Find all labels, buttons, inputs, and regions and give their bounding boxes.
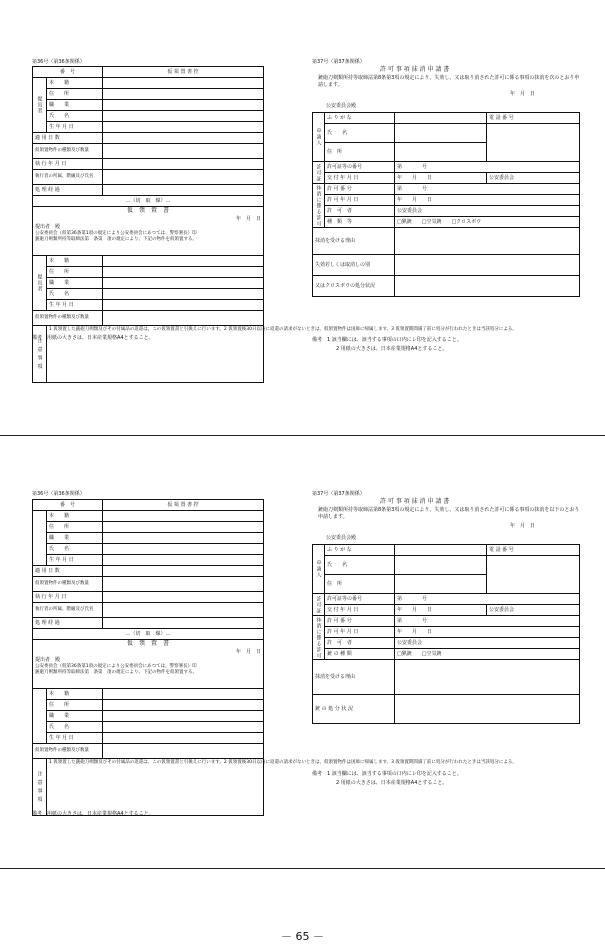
field-value[interactable] — [103, 144, 264, 159]
field-label: 本 籍 — [47, 256, 103, 267]
side-label: 提出者 — [33, 256, 47, 311]
field-label: 職 業 — [47, 711, 103, 722]
field-value[interactable] — [103, 159, 264, 170]
field-label: 電 話 番 号 — [487, 113, 580, 124]
form-footnote: 備考 用紙の大きさは、日本産業規格A4とすること。 — [32, 811, 154, 817]
field-value: 公安委員会 — [395, 638, 580, 649]
form-heading: 許 可 事 項 抹 消 申 請 書 — [380, 66, 450, 73]
phone-value[interactable] — [487, 124, 580, 162]
form-number: 第36号（第36条関係） — [32, 491, 85, 497]
field-label: 執行者の所属、階級及び氏名 — [33, 603, 103, 618]
field-value[interactable]: 第 号 — [395, 616, 580, 627]
field-label: 種 類 等 — [325, 217, 395, 228]
field-value[interactable] — [103, 700, 264, 711]
revoked-label: 抹消に係る許可 — [313, 184, 325, 228]
field-value[interactable]: 第 号 — [395, 184, 580, 195]
field-value: 公安委員会 — [487, 173, 580, 184]
field-value: 公安委員会 — [395, 206, 580, 217]
cut-line: …（切 取 線）… — [33, 629, 264, 640]
page-bottom-rule — [0, 868, 605, 869]
page-number: － 65 － — [281, 930, 324, 943]
field-value[interactable] — [395, 113, 487, 124]
field-label: 抹消を受ける理由 — [313, 228, 395, 255]
field-label: ふ り が な — [325, 545, 395, 556]
field-value[interactable] — [103, 300, 264, 311]
permit-label: 許可証 — [313, 162, 325, 184]
field-label: 氏 名 — [325, 556, 395, 575]
field-label: 職 業 — [47, 100, 103, 111]
field-value[interactable]: 年 月 日 — [395, 605, 487, 616]
field-value[interactable] — [103, 311, 264, 326]
field-label: 許 可 者 — [325, 206, 395, 217]
kind-checkboxes[interactable]: □猟銃 □空気銃 □クロスボウ — [395, 217, 580, 228]
slip-date: 年 月 日 — [235, 216, 261, 222]
form-date: 年 月 日 — [510, 91, 536, 97]
field-label: 本 籍 — [47, 511, 103, 522]
applicant-label: 申請人 — [313, 545, 325, 594]
slip-issuer: 公安委員会（仮第36条第1項の規定により公安委員会にあつては、警察署長）印 — [35, 664, 197, 669]
field-label: 適 用 日 数 — [33, 566, 103, 577]
field-value[interactable] — [103, 267, 264, 278]
field-value[interactable] — [103, 256, 264, 267]
field-value[interactable] — [103, 278, 264, 289]
form-addressee: 公安委員会殿 — [326, 103, 357, 109]
side-label — [33, 689, 47, 744]
form-number: 第37号（第37条関係） — [312, 59, 365, 65]
field-label: 執 行 年 月 日 — [33, 592, 103, 603]
field-label: 職 業 — [47, 278, 103, 289]
field-value[interactable] — [103, 544, 264, 555]
field-value[interactable]: 年 月 日 — [395, 195, 580, 206]
field-label: 氏 名 — [47, 544, 103, 555]
form-table — [312, 112, 580, 297]
field-label: 住 所 — [325, 143, 395, 162]
slip-submitter: 提出者 殿 — [35, 224, 61, 230]
field-label: 処 理 経 過 — [33, 618, 103, 629]
field-label: 生 年 月 日 — [47, 733, 103, 744]
notes-label: 注 意 事 項 — [33, 759, 47, 816]
field-value[interactable] — [395, 660, 580, 695]
field-label: 住 所 — [47, 89, 103, 100]
field-label: 本 籍 — [47, 78, 103, 89]
field-label: 許 可 年 月 日 — [325, 195, 395, 206]
field-label: 許可証等の番号 — [325, 162, 395, 173]
form-heading: 許 可 事 項 抹 消 申 請 書 — [380, 498, 450, 505]
field-label: 仮領置物件の種類及び数量 — [33, 144, 103, 159]
field-label: 許可証等の番号 — [325, 594, 395, 605]
field-label: ふ り が な — [325, 113, 395, 124]
kind-checkboxes[interactable]: □猟銃 □空気銃 — [395, 649, 580, 660]
slip-issuer: 公安委員会（仮第36条第1項の規定により公安委員会にあつては、警察署長）印 — [35, 231, 197, 236]
field-label: 交 付 年 月 日 — [325, 173, 395, 184]
field-value[interactable] — [395, 276, 580, 297]
field-label: 銃 の 処 分 状 況 — [313, 695, 395, 724]
side-label: 提出者 — [33, 78, 47, 133]
field-value[interactable] — [103, 566, 264, 577]
field-label: 許 可 年 月 日 — [325, 627, 395, 638]
field-value[interactable] — [103, 522, 264, 533]
field-value[interactable] — [103, 592, 264, 603]
page-divider — [0, 435, 605, 436]
field-label: 職 業 — [47, 533, 103, 544]
form-footnote: 備考 用紙の大きさは、日本産業規格A4とすること。 — [32, 335, 154, 341]
field-label: 住 所 — [325, 575, 395, 594]
col-header-no: 番 号 — [33, 500, 103, 511]
field-label: 生 年 月 日 — [47, 300, 103, 311]
field-label: 住 所 — [47, 522, 103, 533]
form-number: 第36号（第36条関係） — [32, 59, 85, 65]
field-value[interactable] — [103, 111, 264, 122]
field-value[interactable] — [103, 689, 264, 700]
slip-title: 仮 領 置 書 — [126, 640, 169, 647]
form-table — [312, 544, 580, 724]
field-value[interactable]: 第 号 — [395, 162, 580, 173]
field-label: 氏 名 — [47, 289, 103, 300]
slip-title: 仮 領 置 書 — [126, 207, 169, 214]
field-label: 氏 名 — [325, 124, 395, 143]
field-value[interactable] — [103, 722, 264, 733]
revoked-label: 抹消に係る許可 — [313, 616, 325, 660]
field-value[interactable] — [103, 577, 264, 592]
form-intro: 銃砲刀剣類所持等取締法第8条第3項の規定により、失効し、又は取り消された許可に係る事項の抹消を次のとおり申請します。 — [318, 75, 580, 88]
field-label: 抹消を受ける理由 — [313, 660, 395, 695]
form-number: 第37号（第37条関係） — [312, 491, 365, 497]
field-label: 電 話 番 号 — [487, 545, 580, 556]
field-label: 氏 名 — [47, 722, 103, 733]
field-label: 仮領置物件の種類及び数量 — [33, 744, 103, 759]
field-value[interactable] — [395, 255, 580, 276]
slip-date: 年 月 日 — [235, 649, 261, 655]
form-note-2: 2 用紙の大きさは、日本産業規格A4とすること。 — [336, 780, 448, 786]
field-label: 許 可 番 号 — [325, 616, 395, 627]
field-value: 公安委員会 — [487, 605, 580, 616]
field-label: 住 所 — [47, 700, 103, 711]
field-value[interactable]: 第 号 — [395, 594, 580, 605]
field-value[interactable] — [103, 603, 264, 618]
col-header-no: 番 号 — [33, 67, 103, 78]
field-label: 生 年 月 日 — [47, 122, 103, 133]
field-value[interactable] — [103, 78, 264, 89]
field-label: 仮領置物件の種類及び数量 — [33, 577, 103, 592]
slip-submitter: 提出者 殿 — [35, 657, 61, 663]
field-label: 許 可 番 号 — [325, 184, 395, 195]
slip-block — [33, 207, 264, 256]
permit-label: 許可証 — [313, 594, 325, 616]
form-note-1: 備考 1 該当欄には、該当する事項の口内にレ印を記入すること。 — [312, 771, 462, 777]
form-note-2: 2 用紙の大きさは、日本産業規格A4とすること。 — [336, 346, 448, 352]
field-value[interactable]: 年 月 日 — [395, 627, 580, 638]
field-value[interactable] — [103, 89, 264, 100]
field-value[interactable] — [103, 733, 264, 744]
form-addressee: 公安委員会殿 — [326, 535, 357, 541]
notes-text: 1 仮領置した銃砲刀剣類及びその付属品の返還は、この仮領置書と引換えに行います。2 仮領置後30日以内に返還の請求がないときは、仮領置物件は国庫に帰属します。3 仮領置期間満了前に処分が行われたときは当該処分による。 — [47, 759, 264, 816]
field-value[interactable] — [103, 711, 264, 722]
field-label: 住 所 — [47, 267, 103, 278]
side-label — [33, 511, 47, 566]
field-value[interactable] — [103, 744, 264, 759]
notes-label: 注 意 事 項 — [33, 326, 47, 383]
field-value[interactable] — [103, 618, 264, 629]
field-label: 仮領置物件の種類及び数量 — [33, 311, 103, 326]
field-label: 許 可 者 — [325, 638, 395, 649]
field-value[interactable] — [103, 555, 264, 566]
slip-block — [33, 640, 264, 689]
field-label: 適 用 日 数 — [33, 133, 103, 144]
field-value[interactable] — [395, 545, 487, 556]
field-value[interactable] — [395, 124, 487, 143]
field-value[interactable] — [395, 228, 580, 255]
field-value[interactable] — [103, 122, 264, 133]
form-note-1: 備考 1 該当欄には、該当する事項の口内にレ印を記入すること。 — [312, 337, 462, 343]
field-value[interactable] — [103, 511, 264, 522]
field-label: 交 付 年 月 日 — [325, 605, 395, 616]
field-value[interactable] — [395, 575, 487, 594]
field-label: 銃 の 種 類 — [325, 649, 395, 660]
field-value[interactable] — [103, 533, 264, 544]
field-value[interactable] — [395, 695, 580, 724]
field-label: 本 籍 — [47, 689, 103, 700]
field-value[interactable] — [103, 289, 264, 300]
form-date: 年 月 日 — [510, 523, 536, 529]
field-label: 執行者の所属、階級及び氏名 — [33, 170, 103, 185]
field-label: 執 行 年 月 日 — [33, 159, 103, 170]
field-value[interactable] — [103, 185, 264, 196]
field-label: 又はクロスボウの処分状況 — [313, 276, 395, 297]
slip-law: 銃砲刀剣類所持等取締法第 条第 項の規定により、下記の物件を仮領置する。 — [35, 237, 197, 242]
field-value[interactable] — [103, 133, 264, 144]
slip-law: 銃砲刀剣類所持等取締法第 条第 項の規定により、下記の物件を仮領置する。 — [35, 670, 197, 675]
col-header-name: 仮 領 置 書 控 — [103, 67, 264, 78]
field-value[interactable]: 年 月 日 — [395, 173, 487, 184]
field-value[interactable] — [395, 556, 487, 575]
field-label: 氏 名 — [47, 111, 103, 122]
field-label: 生 年 月 日 — [47, 555, 103, 566]
col-header-name: 仮 領 置 書 控 — [103, 500, 264, 511]
cut-line: …（切 取 線）… — [33, 196, 264, 207]
field-value[interactable] — [103, 100, 264, 111]
form-intro: 銃砲刀剣類所持等取締法第8条第3項の規定により、失効し、又は取り消された許可に係る事項の抹消を以下のとおり申請します。 — [318, 507, 580, 520]
phone-value[interactable] — [487, 556, 580, 594]
field-value[interactable] — [103, 170, 264, 185]
field-label: 失効若しくは取消しの別 — [313, 255, 395, 276]
notes-text: 1 仮領置した銃砲刀剣類及びその付属品の返還は、この仮領置書と引換えに行います。2 仮領置後30日以内に返還の請求がないときは、仮領置物件は国庫に帰属します。3 仮領置期間満了前に処分が行われたときは当該処分による。 — [47, 326, 264, 383]
field-label: 処 理 経 過 — [33, 185, 103, 196]
field-value[interactable] — [395, 143, 487, 162]
applicant-label: 申請人 — [313, 113, 325, 162]
